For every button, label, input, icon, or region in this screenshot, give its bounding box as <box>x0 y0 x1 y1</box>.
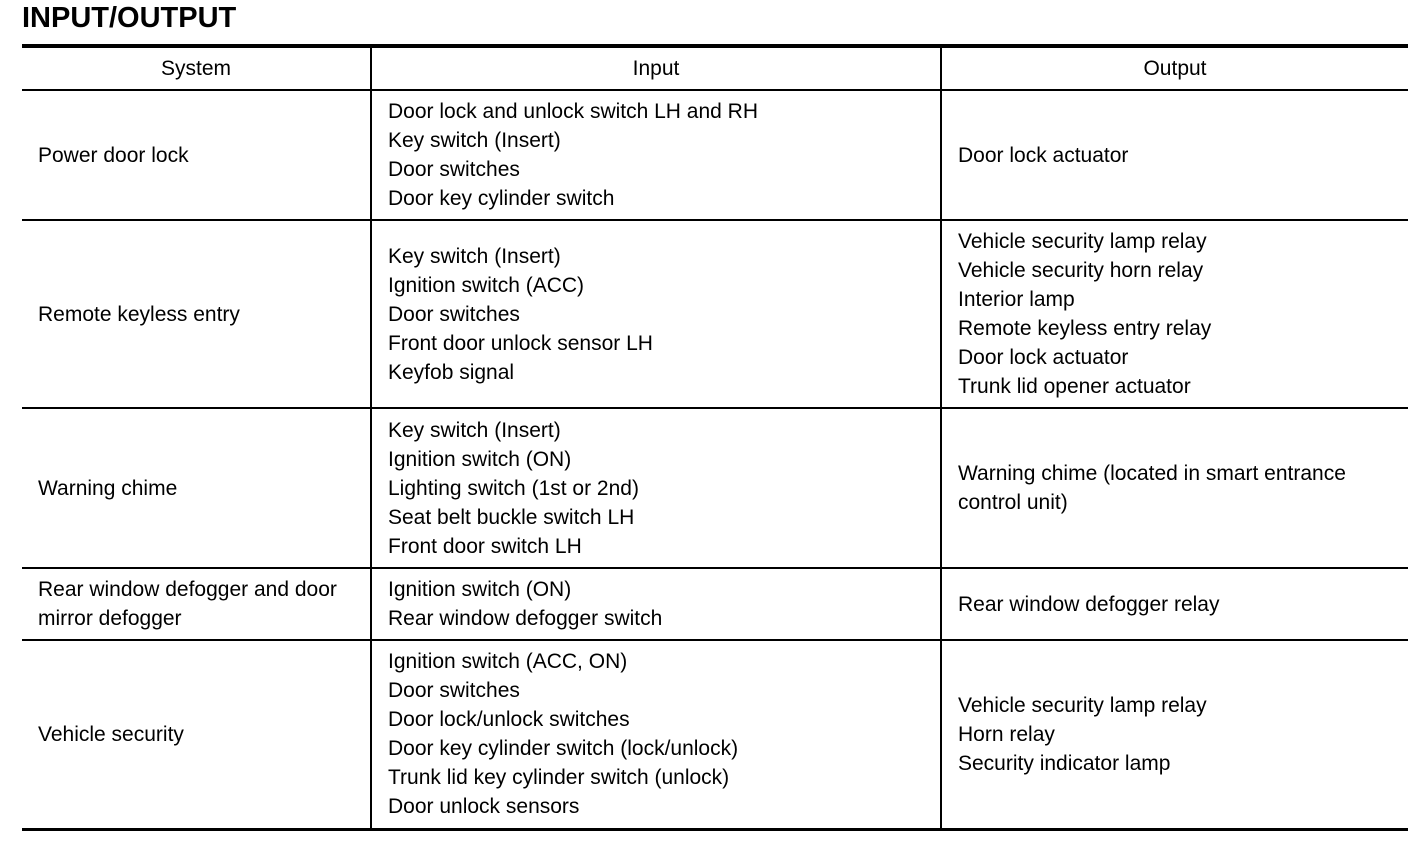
output-cell <box>941 568 1408 640</box>
table-header-row <box>22 46 1408 90</box>
system-cell <box>22 408 371 568</box>
input-item: Key switch (Insert) <box>388 418 561 442</box>
system-cell <box>22 568 371 640</box>
input-cell <box>371 408 941 568</box>
output-item: Interior lamp <box>958 288 1075 311</box>
input-item: Keyfob signal <box>388 360 515 384</box>
system-label: Power door lock <box>38 143 189 167</box>
input-item: Door switches <box>388 302 520 326</box>
input-cell <box>371 568 941 640</box>
input-item: Door switches <box>388 158 520 181</box>
input-item: Door unlock sensors <box>388 795 580 819</box>
input-item: Ignition switch (ACC, ON) <box>388 650 628 674</box>
table-row <box>22 90 1408 220</box>
input-item: Ignition switch (ON) <box>388 578 572 601</box>
input-item: Key switch (Insert) <box>388 244 561 268</box>
input-item: Door lock and unlock switch LH and RH <box>388 100 759 123</box>
table-row <box>22 568 1408 640</box>
input-item: Key switch (Insert) <box>388 129 561 152</box>
output-cell <box>941 640 1408 829</box>
input-item: Door key cylinder switch (lock/unlock) <box>388 737 739 761</box>
input-item: Ignition switch (ACC) <box>388 273 585 297</box>
output-item: Door lock actuator <box>958 143 1129 167</box>
output-item: Security indicator lamp <box>958 751 1171 775</box>
table-row <box>22 408 1408 568</box>
output-item: Trunk lid opener actuator <box>958 375 1191 398</box>
output-item: Horn relay <box>958 722 1055 746</box>
input-item: Door lock/unlock switches <box>388 708 630 732</box>
input-item: Ignition switch (ON) <box>388 447 572 471</box>
output-item: Remote keyless entry relay <box>958 317 1212 340</box>
input-output-table <box>22 44 1408 831</box>
header-output: Output <box>941 46 1408 90</box>
system-cell <box>22 640 371 829</box>
header-input: Input <box>371 46 941 90</box>
page-title: INPUT/OUTPUT <box>22 2 237 34</box>
input-item: Lighting switch (1st or 2nd) <box>388 476 639 500</box>
input-cell <box>371 220 941 408</box>
output-cell <box>941 220 1408 408</box>
output-item: Vehicle security lamp relay <box>958 230 1207 253</box>
system-label: Rear window defogger and door mirror defogger <box>38 578 337 630</box>
input-item: Front door switch LH <box>388 534 582 558</box>
header-system: System <box>22 46 371 90</box>
table-row <box>22 220 1408 408</box>
output-item: Vehicle security horn relay <box>958 259 1204 282</box>
output-item: Door lock actuator <box>958 346 1129 369</box>
output-cell <box>941 408 1408 568</box>
input-item: Seat belt buckle switch LH <box>388 505 635 529</box>
output-item: Warning chime (located in smart entrance control unit) <box>958 462 1346 514</box>
input-item: Door switches <box>388 679 520 703</box>
system-label: Warning chime <box>38 476 178 500</box>
input-item: Door key cylinder switch <box>388 187 615 210</box>
output-item: Vehicle security lamp relay <box>958 693 1207 717</box>
output-item: Rear window defogger relay <box>958 592 1220 616</box>
table-row <box>22 640 1408 829</box>
input-item: Rear window defogger switch <box>388 607 663 630</box>
system-label: Remote keyless entry <box>38 302 240 326</box>
input-item: Front door unlock sensor LH <box>388 331 653 355</box>
input-item: Trunk lid key cylinder switch (unlock) <box>388 766 730 790</box>
system-cell <box>22 220 371 408</box>
output-cell <box>941 90 1408 220</box>
input-cell <box>371 640 941 829</box>
input-cell <box>371 90 941 220</box>
system-cell <box>22 90 371 220</box>
system-label: Vehicle security <box>38 722 184 746</box>
